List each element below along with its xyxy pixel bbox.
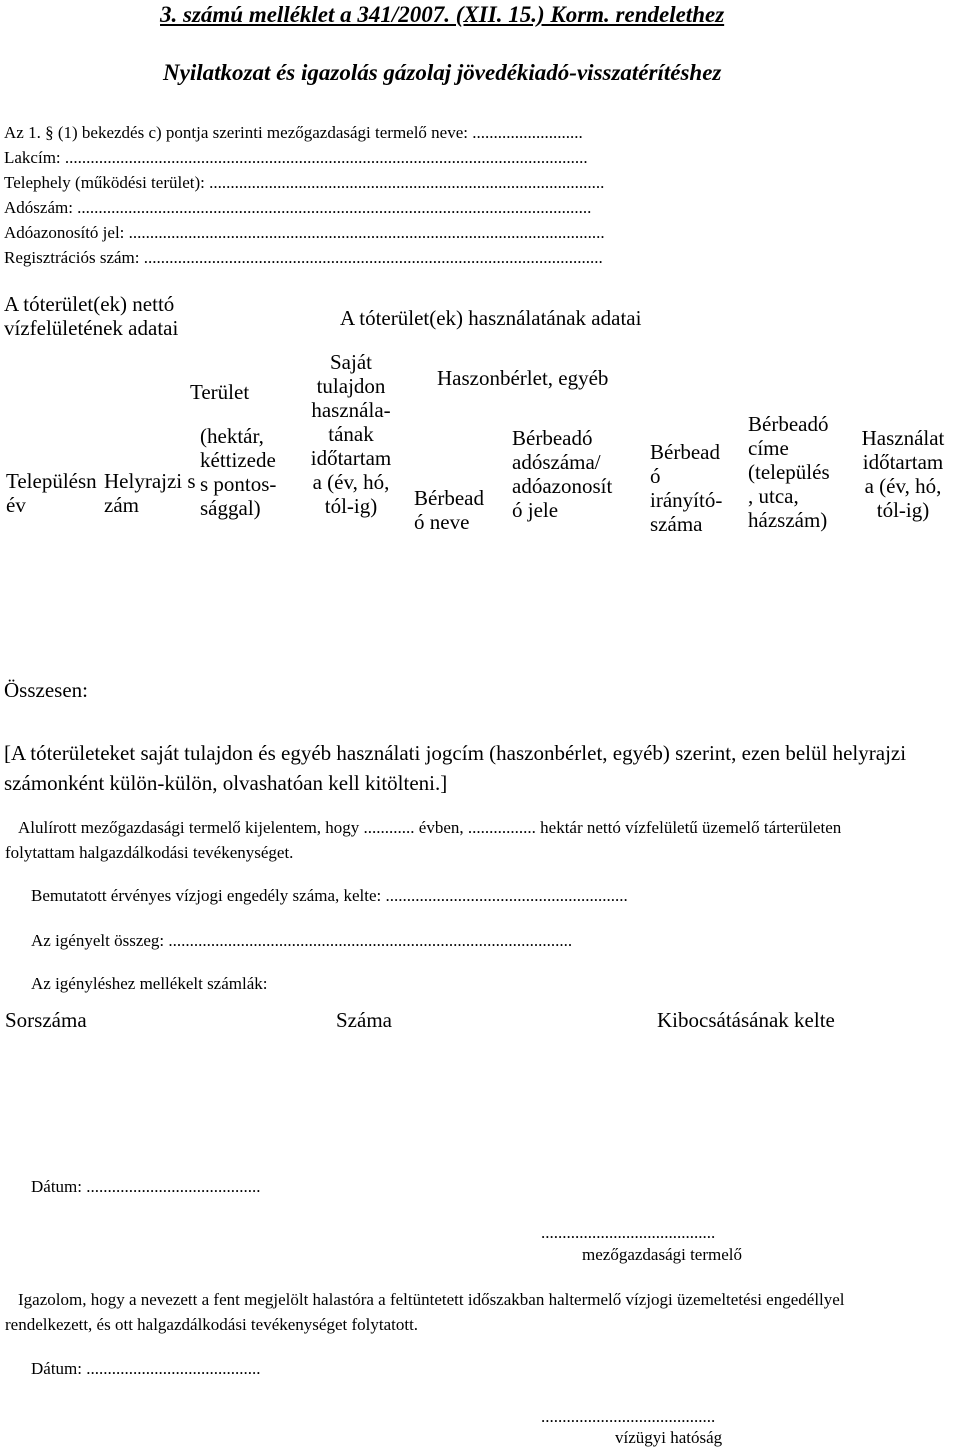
fill-instruction: [A tóterületeket saját tulajdon és egyéb használati jogcím (haszonbérlet, egyéb) szerint, ezen belül helyrajzi számonként külön-külön, olvashatóan kell kitölteni.] xyxy=(4,741,907,795)
field-producer-name[interactable]: Az 1. § (1) bekezdés c) pontja szerinti mezőgazdasági termelő neve: .......................... xyxy=(4,123,583,142)
field-address[interactable]: Lakcím: ........................................................................................................................... xyxy=(4,148,588,167)
total-label: Összesen: xyxy=(4,678,88,702)
col-lot-number: Helyrajzi szám xyxy=(104,469,196,517)
table-group-usage: A tóterület(ek) használatának adatai xyxy=(340,306,642,330)
invoices-label: Az igényléshez mellékelt számlák: xyxy=(31,974,268,993)
col-lessor-address: Bérbeadó címe (település , utca, házszám) xyxy=(748,412,830,532)
col-area-title: Terület xyxy=(190,380,250,404)
signature-label-authority: vízügyi hatóság xyxy=(615,1428,723,1447)
field-tax-id[interactable]: Adóazonosító jel: ................................................................................................................ xyxy=(4,223,605,242)
invoice-col-number: Száma xyxy=(336,1008,392,1032)
field-tax-number[interactable]: Adószám: ......................................................................................................................... xyxy=(4,198,592,217)
annex-title: 3. számú melléklet a 341/2007. (XII. 15.) Korm. rendelethez xyxy=(160,2,725,27)
col-area-unit: (hektár, kéttizede s pontos- sággal) xyxy=(200,424,277,520)
col-lessor-name: Bérbead ó neve xyxy=(414,486,484,534)
date-field-producer[interactable]: Dátum: ......................................... xyxy=(31,1177,261,1196)
invoice-col-issue-date: Kibocsátásának kelte xyxy=(657,1008,835,1032)
signature-label-producer: mezőgazdasági termelő xyxy=(582,1245,743,1264)
table-group-net-surface: A tóterület(ek) nettó vízfelületének adatai xyxy=(4,292,179,340)
table-group-lease: Haszonbérlet, egyéb xyxy=(437,366,609,390)
col-own-duration: Saját tulajdon használa- tának időtartam a (év, hó, tól-ig) xyxy=(310,350,392,518)
invoice-col-sequence: Sorszáma xyxy=(5,1008,87,1032)
field-site[interactable]: Telephely (működési terület): ............................................................................................. xyxy=(4,173,605,192)
col-settlement-name: Településnév xyxy=(6,469,97,517)
declaration-text: Alulírott mezőgazdasági termelő kijelentem, hogy ............ évben, ................ hektár nettó vízfelületű üzemelő tárterületen folytattam halgazdálkodási tevékenységet. xyxy=(5,818,842,862)
signature-line-authority[interactable]: ......................................... xyxy=(541,1407,716,1426)
col-lessor-zip: Bérbead ó irányító- száma xyxy=(650,440,723,536)
date-field-authority[interactable]: Dátum: ......................................... xyxy=(31,1359,261,1378)
certification-text: Igazolom, hogy a nevezett a fent megjelölt halastóra a feltüntetett időszakban haltermelő vízjogi üzemeltetési engedéllyel rendelkezett, és ott halgazdálkodási tevékenységet folytatott. xyxy=(5,1290,845,1334)
document-title: Nyilatkozat és igazolás gázolaj jövedékiadó-visszatérítéshez xyxy=(163,60,722,85)
field-registration-number[interactable]: Regisztrációs szám: ............................................................................................................ xyxy=(4,248,603,267)
permit-field[interactable]: Bemutatott érvényes vízjogi engedély száma, kelte: ......................................................... xyxy=(31,886,628,905)
amount-field[interactable]: Az igényelt összeg: ............................................................................................... xyxy=(31,931,573,950)
signature-line-producer[interactable]: ......................................... xyxy=(541,1223,716,1242)
col-usage-duration: Használat időtartam a (év, hó, tól-ig) xyxy=(861,426,945,522)
col-lessor-tax-id: Bérbeadó adószáma/ adóazonosít ó jele xyxy=(512,426,613,522)
